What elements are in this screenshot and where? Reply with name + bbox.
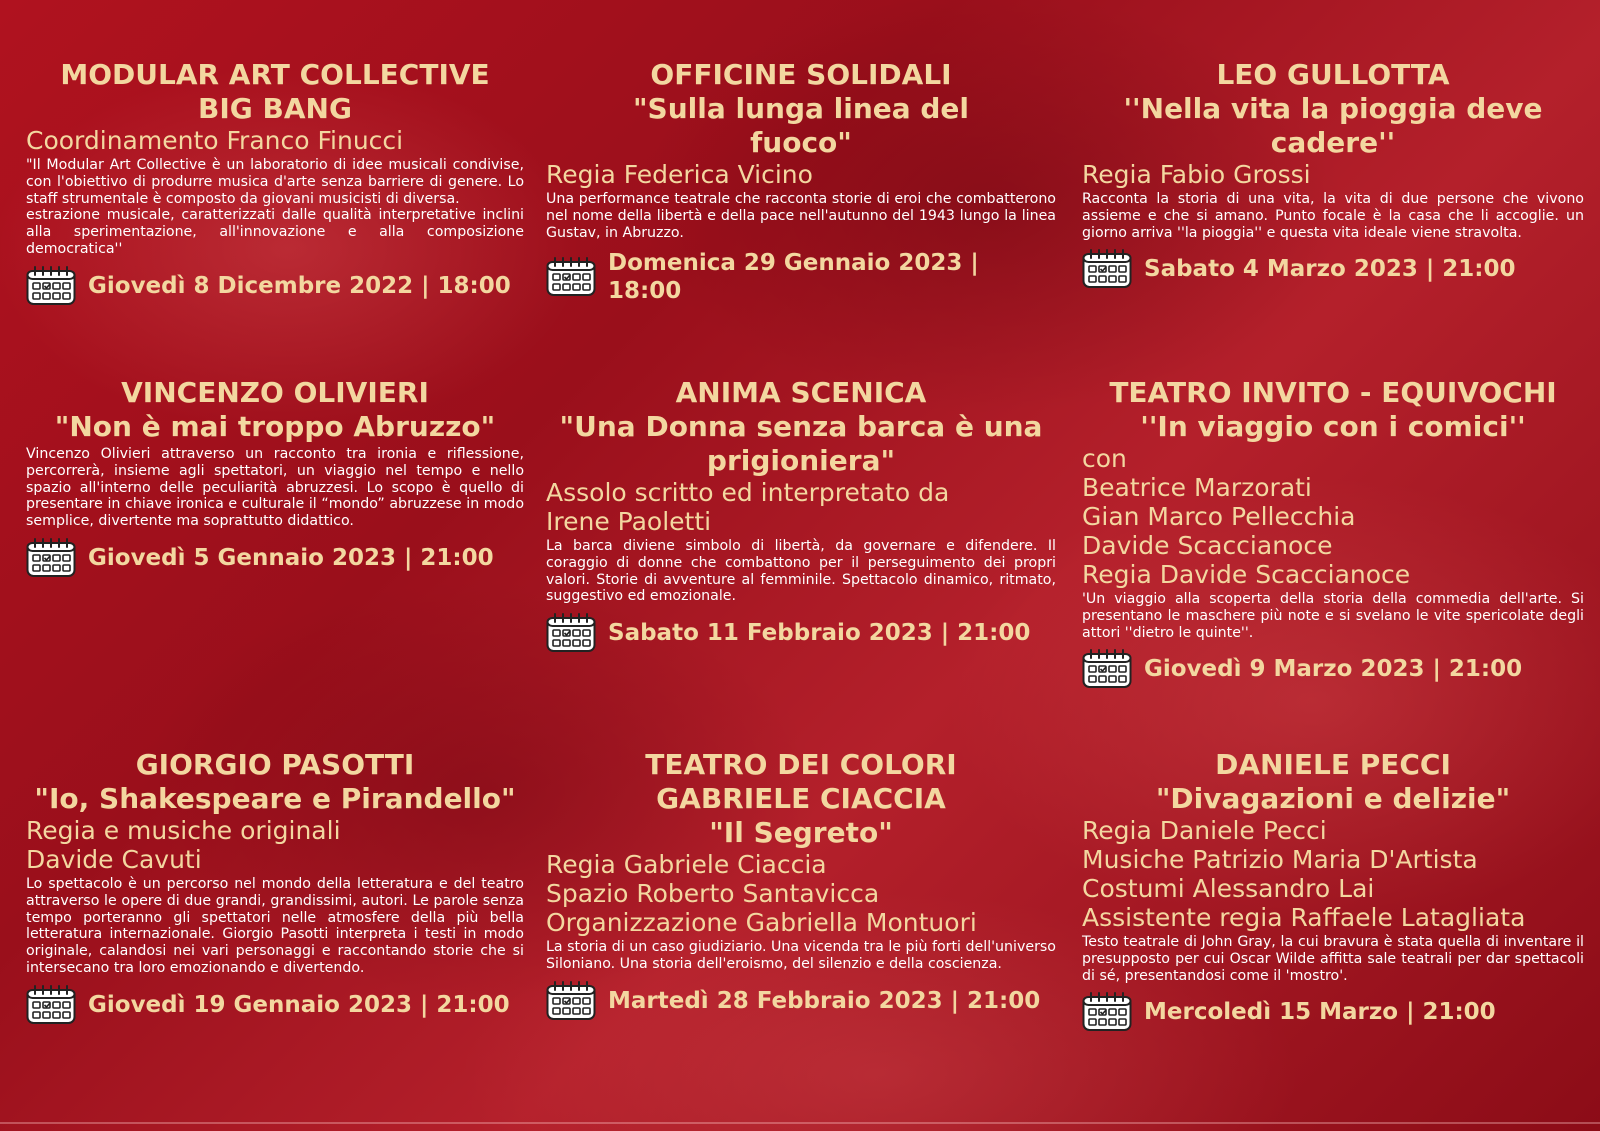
event-date-row: [26, 266, 524, 306]
event-credit-line: Musiche Patrizio Maria D'Artista: [1082, 845, 1478, 874]
bottom-divider: [0, 1122, 1600, 1124]
event-date-row: [1082, 992, 1584, 1032]
event-title: [1082, 376, 1584, 444]
event-title-line: MODULAR ART COLLECTIVE: [60, 58, 490, 91]
event-credit-line: Organizzazione Gabriella Montuori: [546, 908, 977, 937]
event-description: Una performance teatrale che racconta storie di eroi che combatterono nel nome della libertà e della pace nell'autunno del 1943 lungo la linea Gustav, in Abruzzo.: [546, 191, 1056, 241]
event-title-line: VINCENZO OLIVIERI: [121, 376, 429, 409]
event-title-line: "Una Donna senza barca è una: [559, 410, 1043, 443]
event-title: [546, 58, 1056, 160]
event-date: Giovedì 9 Marzo 2023 | 21:00: [1144, 656, 1523, 683]
event-title: [546, 376, 1056, 478]
event-card: [1082, 748, 1584, 1032]
event-date-row: [546, 249, 1056, 305]
event-date: Giovedì 5 Gennaio 2023 | 21:00: [88, 544, 494, 571]
calendar-icon: [1082, 249, 1132, 289]
event-date-row: [546, 613, 1056, 653]
event-credit-line: Regia Federica Vicino: [546, 160, 813, 189]
event-date: Giovedì 19 Gennaio 2023 | 21:00: [88, 991, 510, 1018]
calendar-icon: [26, 538, 76, 578]
event-date-row: [1082, 249, 1584, 289]
event-description: La storia di un caso giudiziario. Una vicenda tra le più forti dell'universo Siloniano. Una storia dell'eroismo, del silenzio e della coscienza.: [546, 939, 1056, 972]
event-credits: [26, 126, 524, 155]
event-title-line: OFFICINE SOLIDALI: [650, 58, 952, 91]
event-description: Vincenzo Olivieri attraverso un racconto tra ironia e riflessione, percorrerà, insieme agli spettatori, un viaggio nel tempo e nello spazio all'interno delle peculiarità abruzzesi. Lo scopo è quello di presentare in chiave ironica e culturale il “mondo” abruzzese in modo semplice, divertente ma soprattutto didattico.: [26, 446, 524, 530]
event-card: [26, 58, 524, 306]
event-credit-line: Gian Marco Pellecchia: [1082, 502, 1356, 531]
event-credit-line: Beatrice Marzorati: [1082, 473, 1312, 502]
event-credit-line: Spazio Roberto Santavicca: [546, 879, 880, 908]
event-title-line: ''Nella vita la pioggia deve: [1123, 92, 1543, 125]
event-date-row: [26, 538, 524, 578]
event-date: Sabato 11 Febbraio 2023 | 21:00: [608, 620, 1031, 647]
event-date-row: [26, 985, 524, 1025]
event-description: 'Un viaggio alla scoperta della storia della commedia dell'arte. Si presentano le maschere più note e si svelano le vite spericolate degli attori ''dietro le quinte''.: [1082, 591, 1584, 641]
event-credits: [546, 478, 1056, 536]
event-description: Racconta la storia di una vita, la vita di due persone che vivono assieme e che si amano. Punto focale è la casa che li accoglie. un giorno arriva ''la pioggia'' e questa vita ideale viene stravolta.: [1082, 191, 1584, 241]
event-description: Lo spettacolo è un percorso nel mondo della letteratura e del teatro attraverso le opere di due grandi, grandissimi, autori. Le parole senza tempo porteranno gli spettatori nelle atmosfere della più bella letteratura internazionale. Giorgio Pasotti interpreta i testi in modo originale, calandosi nei vari personaggi e raccontando storie che si intersecano tra loro emozionando e divertendo.: [26, 876, 524, 976]
event-title-line: BIG BANG: [198, 92, 352, 125]
event-credits: [1082, 444, 1584, 589]
event-description: Testo teatrale di John Gray, la cui bravura è stata quella di inventare il presupposto per cui Oscar Wilde affitta sale teatrali per dar spettacoli di sé, presentandosi come il 'mostro'.: [1082, 934, 1584, 984]
event-title-line: "Divagazioni e delizie": [1155, 782, 1511, 815]
event-title-line: cadere'': [1270, 126, 1396, 159]
event-title-line: fuoco": [750, 126, 852, 159]
event-title: [546, 748, 1056, 850]
event-title-line: "Sulla lunga linea del: [632, 92, 970, 125]
event-card: [1082, 376, 1584, 689]
event-credit-line: Costumi Alessandro Lai: [1082, 874, 1375, 903]
calendar-icon: [1082, 649, 1132, 689]
event-date: Domenica 29 Gennaio 2023 | 18:00: [608, 250, 979, 305]
event-title-line: "Non è mai troppo Abruzzo": [54, 410, 496, 443]
event-credit-line: Regia Fabio Grossi: [1082, 160, 1311, 189]
event-card: [26, 376, 524, 578]
event-credits: [1082, 816, 1584, 932]
event-credit-line: Regia Davide Scaccianoce: [1082, 560, 1411, 589]
event-title: [26, 376, 524, 444]
event-title-line: TEATRO INVITO - EQUIVOCHI: [1109, 376, 1557, 409]
event-credit-line: con: [1082, 444, 1127, 473]
event-date: Giovedì 8 Dicembre 2022 | 18:00: [88, 272, 511, 299]
event-credits: [1082, 160, 1584, 189]
calendar-icon: [546, 257, 596, 297]
event-credit-line: Davide Scaccianoce: [1082, 531, 1333, 560]
event-credit-line: Davide Cavuti: [26, 845, 202, 874]
calendar-icon: [1082, 992, 1132, 1032]
event-title-line: ''In viaggio con i comici'': [1140, 410, 1526, 443]
event-card: [1082, 58, 1584, 289]
event-credits: [26, 816, 524, 874]
event-title: [1082, 748, 1584, 816]
event-date: Sabato 4 Marzo 2023 | 21:00: [1144, 256, 1516, 283]
event-description: "Il Modular Art Collective è un laboratorio di idee musicali condivise, con l'obiettivo di produrre musica d'arte senza barriere di genere. Lo staff strumentale è composto da giovani musicisti di diversa. estrazione musicale, caratterizzati dalle qualità interpretative inclini alla sperimentazione, all'innovazione e alla composizione democratica'': [26, 157, 524, 257]
calendar-icon: [546, 981, 596, 1021]
event-date-row: [546, 981, 1056, 1021]
event-description: La barca diviene simbolo di libertà, da governare e difendere. Il coraggio di donne che combattono per il perseguimento dei propri valori. Storie di avventure al femminile. Spettacolo dinamico, ritmato, suggestivo ed emozionale.: [546, 538, 1056, 605]
event-title: [1082, 58, 1584, 160]
event-card: [26, 748, 524, 1025]
event-title-line: "Io, Shakespeare e Pirandello": [34, 782, 516, 815]
event-title: [26, 58, 524, 126]
event-credit-line: Coordinamento Franco Finucci: [26, 126, 404, 155]
event-title-line: TEATRO DEI COLORI: [645, 748, 957, 781]
event-title-line: GIORGIO PASOTTI: [135, 748, 415, 781]
calendar-icon: [546, 613, 596, 653]
event-card: [546, 748, 1056, 1021]
event-credit-line: Regia Gabriele Ciaccia: [546, 850, 827, 879]
event-title-line: DANIELE PECCI: [1215, 748, 1451, 781]
event-title: [26, 748, 524, 816]
event-card: [546, 376, 1056, 653]
event-date: Mercoledì 15 Marzo | 21:00: [1144, 999, 1496, 1026]
event-credit-line: Regia e musiche originali: [26, 816, 341, 845]
event-title-line: LEO GULLOTTA: [1216, 58, 1450, 91]
event-credits: [546, 160, 1056, 189]
calendar-icon: [26, 266, 76, 306]
event-title-line: GABRIELE CIACCIA: [656, 782, 946, 815]
event-card: [546, 58, 1056, 305]
event-credit-line: Irene Paoletti: [546, 507, 712, 536]
event-credit-line: Assolo scritto ed interpretato da: [546, 478, 950, 507]
event-title-line: ANIMA SCENICA: [675, 376, 927, 409]
event-credit-line: Assistente regia Raffaele Latagliata: [1082, 903, 1526, 932]
calendar-icon: [26, 985, 76, 1025]
event-credits: [546, 850, 1056, 937]
event-date-row: [1082, 649, 1584, 689]
event-title-line: "Il Segreto": [709, 816, 893, 849]
event-title-line: prigioniera": [706, 444, 896, 477]
event-credit-line: Regia Daniele Pecci: [1082, 816, 1327, 845]
event-date: Martedì 28 Febbraio 2023 | 21:00: [608, 987, 1041, 1014]
